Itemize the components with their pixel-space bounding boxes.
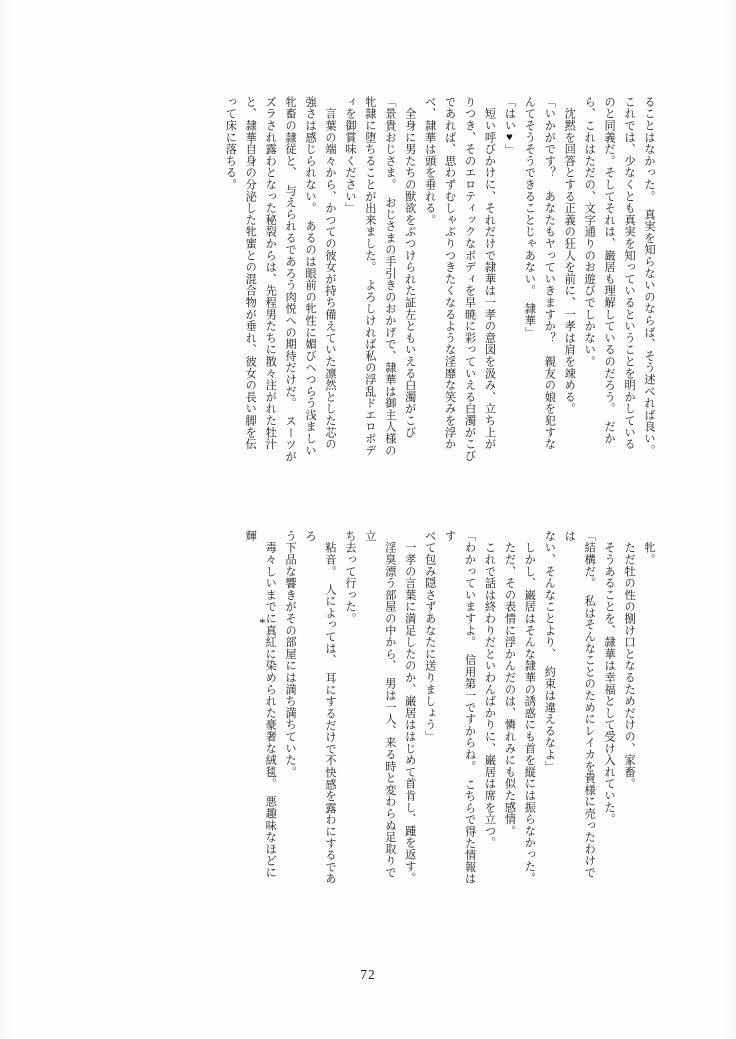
paragraph-line: 粘音。 人によっては、 耳にするだけで不快感を露わにするであろ <box>304 530 336 885</box>
paragraph-line: りつき、そのエロティックなボディを早暁に彩っていえる白濁がこび <box>463 96 476 462</box>
paragraph-line: 毒々しいまでに真紅に染められた豪奢な絨毯。 悪趣味なほどに輝 <box>244 530 277 879</box>
paragraph-line: そうあることを、隷華は幸福として受け入れていた。 <box>603 530 616 825</box>
text-block-lower <box>239 530 658 890</box>
paragraph-line: べ、隷華は頭を垂れる。 <box>423 96 436 226</box>
paragraph-line: 全身に男たちの獣欲をぶつけられた証左ともいえる白濁がこび <box>403 96 416 439</box>
paragraph-line: これで話は終わりだといわんばかりに、巌居は席を立つ。 <box>483 530 496 849</box>
paragraph-line: ただ牡の性の捌け口となるためだけの、家畜。 <box>623 530 636 790</box>
paragraph-line: 言葉の端々から、かつての彼女が持ち備えていた凛然とした芯の <box>324 96 336 450</box>
paragraph-line: 強さは感じられない。 あるのは眼前の牝性に媚びへつらう浅ましい <box>304 96 317 457</box>
paragraph-line: のと同義だ。そしてそれは、巌居も理解しているのだろう。 だか <box>603 96 616 445</box>
paragraph-line: ら、これはただの、文字通りのお遊びでしかない。 <box>583 96 596 368</box>
scene-break-asterisk: * <box>259 615 266 630</box>
paragraph-line: ち去って行った。 <box>343 530 356 625</box>
paragraph-line: ィを御賞味ください」 <box>343 96 356 214</box>
page-edge-shading-left <box>0 0 14 1039</box>
paragraph-line: 一孝の言葉に満足したのか、巌居ははじめて首肯し、踵を返す。 <box>403 530 416 884</box>
paragraph-line: 短い呼びかけに、それだけで隷華は一孝の意図を汲み、立ち上が <box>483 96 496 450</box>
paragraph-line: 「はい♥」 <box>503 96 516 156</box>
paragraph-line: 「いかがです？ あなたもヤっていきますか？ 親友の娘を犯すな <box>543 96 556 450</box>
paragraph-line: う下品な響きがその部屋には満ち満ちていた。 <box>284 530 297 778</box>
text-block-upper <box>219 96 658 516</box>
paragraph-line: ズラされ露わとなった秘裂からは、先程男たちに散々注がれた牡汁 <box>264 96 277 450</box>
paragraph-line: であれば、思わずむしゃぶりつきたくなるような淫靡な笑みを浮か <box>443 96 456 450</box>
paragraph-line: ただ、その表情に浮かんだのは、憐れみにも似た感情。 <box>503 530 516 837</box>
paragraph-line: これでは、少なくとも真実を知っているということを明かしている <box>623 96 636 450</box>
paragraph-line: 淫臭漂う部屋の中から、 男は一人、来る時と変わらぬ足取りで立 <box>363 530 396 879</box>
paragraph-line: べて包み隠さずあなたに送りましょう」 <box>423 530 436 743</box>
paragraph-line: と、隷華自身の分泌した牝蜜との混合物が垂れ、彼女の長い脚を伝 <box>244 96 257 450</box>
paragraph-line: 「わかっていますよ。 信用第一ですからね。 こちらで得た情報はす <box>443 530 476 885</box>
paragraph-line: 牝。 <box>643 530 655 566</box>
paragraph-line: って床に落ちる。 <box>224 96 237 191</box>
paragraph-line: 牝畜の隷従と、 与えられるであろう肉悦への期待だけだ。 スーツが <box>284 96 297 463</box>
paragraph-line: ない、そんなことより、 約束は違えるなよ」 <box>543 530 556 773</box>
page-number: 72 <box>360 967 376 982</box>
paragraph-line: しかし、巌居はそんな隷華の誘惑にも首を縦には振らなかった。 <box>523 530 536 884</box>
paragraph-line: ることはなかった。 真実を知らないのならば、そう述べれば良い。 <box>643 96 655 457</box>
paragraph-line: んてそうそうできることじゃあない。 隷華」 <box>523 96 536 339</box>
page-edge-shading-right <box>722 0 736 1039</box>
paragraph-line: 「景貴おじさま。 おじさまの手引きのおかげで、隷華は御主人様の <box>383 96 396 457</box>
paragraph-line: 沈黙を回答とする正義の狂人を前に、一孝は肩を竦める。 <box>563 96 576 415</box>
paragraph-line: 「結構だ。 私はそんなことのためにレイカを貴様に売ったわけでは <box>563 530 596 879</box>
paragraph-line: 牝隷に堕ちることが出来ました。 よろしければ私の浮乱ドエロボデ <box>363 96 376 457</box>
